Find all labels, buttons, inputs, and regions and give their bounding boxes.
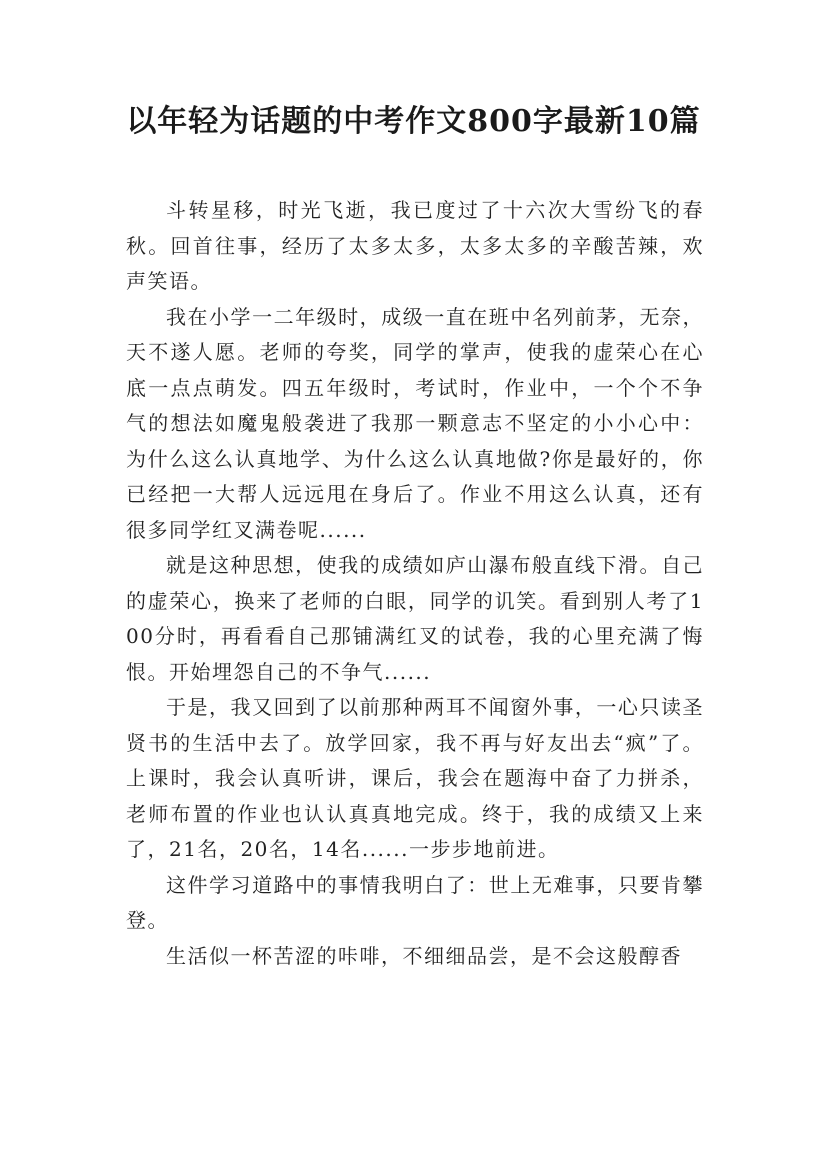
paragraph: 就是这种思想，使我的成绩如庐山瀑布般直线下滑。自己的虚荣心，换来了老师的白眼，同学的讥笑。看到别人考了100分时，再看看自己那铺满红叉的试卷，我的心里充满了悔恨。开始埋怨自己的不争气...... [126, 553, 704, 684]
paragraph: 这件学习道路中的事情我明白了：世上无难事，只要肯攀登。 [126, 872, 704, 932]
document-title: 以年轻为话题的中考作文800字最新10篇 [126, 104, 701, 139]
paragraph: 我在小学一二年级时，成级一直在班中名列前茅，无奈，天不遂人愿。老师的夸奖，同学的掌声，使我的虚荣心在心底一点点萌发。四五年级时，考试时，作业中，一个个不争气的想法如魔鬼般袭进了我那一颗意志不坚定的小小心中：为什么这么认真地学、为什么这么认真地做?你是最好的，你已经把一大帮人远远甩在身后了。作业不用这么认真，还有很多同学红叉满卷呢...... [126, 304, 704, 542]
paragraph: 生活似一杯苦涩的咔啡，不细细品尝，是不会这般醇香 [166, 943, 682, 968]
document-body [126, 193, 704, 974]
paragraph: 斗转星移，时光飞逝，我已度过了十六次大雪纷飞的春秋。回首往事，经历了太多太多，太多太多的辛酸苦辣，欢声笑语。 [126, 198, 704, 293]
paragraph: 于是，我又回到了以前那种两耳不闻窗外事，一心只读圣贤书的生活中去了。放学回家，我不再与好友出去“疯”了。上课时，我会认真听讲，课后，我会在题海中奋了力拼杀，老师布置的作业也认认真真地完成。终于，我的成绩又上来了，21名，20名，14名......一步步地前进。 [126, 695, 704, 861]
